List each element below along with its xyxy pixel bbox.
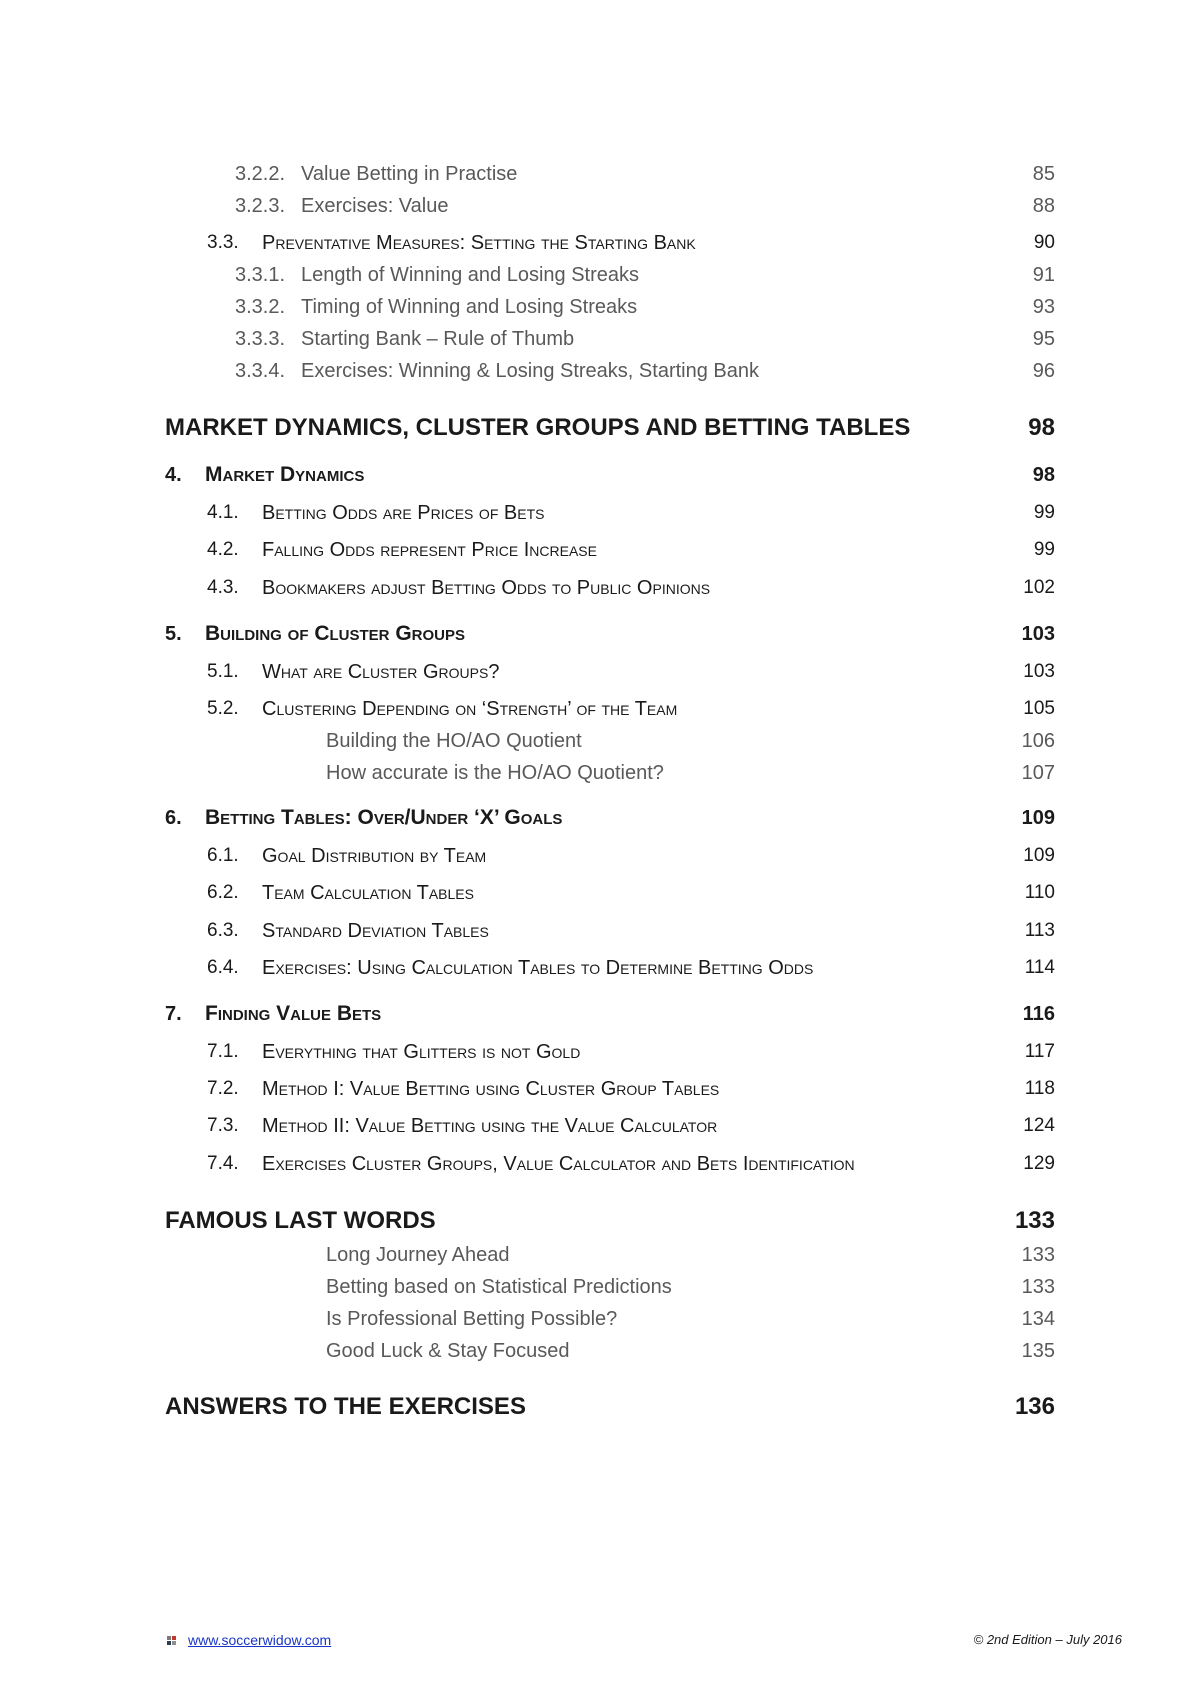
toc-entry-number: 7. — [165, 1003, 182, 1025]
toc-entry-title: Starting Bank – Rule of Thumb — [301, 328, 575, 350]
toc-entry[interactable] — [0, 875, 1190, 911]
edition-note: © 2nd Edition – July 2016 — [973, 1632, 1122, 1647]
toc-entry[interactable] — [0, 1071, 1190, 1107]
toc-entry[interactable] — [0, 1034, 1190, 1070]
toc-entry-page-number: 136 — [1014, 1393, 1055, 1420]
soccer-ball-icon — [167, 1636, 177, 1645]
website-link[interactable]: www.soccerwidow.com — [188, 1632, 332, 1648]
toc-entry-number: 6.3. — [207, 920, 239, 941]
toc-entry-title: FAMOUS LAST WORDS — [165, 1207, 436, 1234]
toc-entry-title: Exercises: Using Calculation Tables to Determine Betting Odds — [262, 957, 814, 979]
toc-entry[interactable] — [0, 913, 1190, 949]
toc-entry-number: 3.3. — [207, 232, 239, 253]
toc-entry-title: Exercises: Value — [301, 195, 449, 217]
toc-entry[interactable] — [0, 800, 1190, 836]
toc-entry[interactable] — [0, 495, 1190, 531]
toc-entry-number: 6.4. — [207, 957, 239, 978]
toc-entry[interactable] — [0, 1269, 1190, 1305]
toc-entry-title: Long Journey Ahead — [326, 1244, 510, 1266]
toc-entry-title: Bookmakers adjust Betting Odds to Public Opinions — [262, 577, 711, 599]
toc-entry-title: Team Calculation Tables — [262, 882, 474, 904]
toc-entry-page-number: 113 — [1024, 920, 1055, 941]
toc-entry-title: Building the HO/AO Quotient — [326, 730, 582, 752]
toc-entry-page-number: 135 — [1021, 1340, 1055, 1362]
toc-entry-page-number: 99 — [1033, 502, 1055, 523]
page-footer — [0, 1630, 1190, 1654]
toc-entry-title: ANSWERS TO THE EXERCISES — [165, 1393, 526, 1420]
toc-entry-page-number: 109 — [1023, 845, 1055, 866]
toc-entry[interactable] — [0, 654, 1190, 690]
toc-entry-title: Exercises: Winning & Losing Streaks, Starting Bank — [301, 360, 759, 382]
toc-entry[interactable] — [0, 1237, 1190, 1273]
toc-entry-page-number: 110 — [1024, 882, 1055, 903]
toc-entry[interactable] — [0, 188, 1190, 224]
toc-entry-number: 7.1. — [207, 1041, 239, 1062]
toc-entry[interactable] — [0, 1203, 1190, 1239]
toc-entry-title: Everything that Glitters is not Gold — [262, 1041, 581, 1063]
toc-entry-title: Standard Deviation Tables — [262, 920, 489, 942]
toc-entry-number: 4. — [165, 464, 182, 486]
toc-entry[interactable] — [0, 1301, 1190, 1337]
toc-entry-page-number: 90 — [1033, 232, 1055, 253]
toc-entry-page-number: 96 — [1032, 360, 1055, 382]
toc-entry-title: Building of Cluster Groups — [205, 622, 466, 645]
toc-entry[interactable] — [0, 838, 1190, 874]
toc-entry[interactable] — [0, 532, 1190, 568]
toc-entry-page-number: 99 — [1033, 539, 1055, 560]
toc-entry[interactable] — [0, 225, 1190, 261]
toc-entry[interactable] — [0, 257, 1190, 293]
toc-entry-title: Timing of Winning and Losing Streaks — [301, 296, 638, 318]
toc-entry-page-number: 133 — [1014, 1207, 1055, 1234]
toc-entry-number: 3.3.1. — [235, 264, 286, 286]
toc-entry-number: 6.1. — [207, 845, 239, 866]
toc-entry-number: 3.3.2. — [235, 296, 286, 318]
toc-entry[interactable] — [0, 321, 1190, 357]
toc-entry-number: 4.3. — [207, 577, 239, 598]
toc-entry-title: Is Professional Betting Possible? — [326, 1308, 618, 1330]
toc-entry[interactable] — [0, 996, 1190, 1032]
toc-entry-title: Finding Value Bets — [205, 1002, 382, 1025]
toc-entry-number: 3.3.4. — [235, 360, 286, 382]
toc-entry[interactable] — [0, 723, 1190, 759]
toc-entry[interactable] — [0, 616, 1190, 652]
toc-entry-page-number: 85 — [1032, 163, 1055, 185]
toc-entry-number: 5. — [165, 623, 182, 645]
toc-entry-number: 3.3.3. — [235, 328, 286, 350]
toc-entry-title: Good Luck & Stay Focused — [326, 1340, 570, 1362]
toc-entry[interactable] — [0, 1108, 1190, 1144]
toc-entry-page-number: 93 — [1032, 296, 1055, 318]
toc-entry-title: Falling Odds represent Price Increase — [262, 539, 597, 561]
toc-entry-page-number: 106 — [1021, 730, 1055, 752]
toc-entry[interactable] — [0, 950, 1190, 986]
toc-entry-title: Length of Winning and Losing Streaks — [301, 264, 639, 286]
toc-entry-page-number: 114 — [1024, 957, 1055, 978]
toc-entry[interactable] — [0, 755, 1190, 791]
toc-entry-page-number: 103 — [1023, 661, 1055, 682]
toc-entry[interactable] — [0, 457, 1190, 493]
toc-entry-number: 6.2. — [207, 882, 239, 903]
toc-entry-page-number: 129 — [1023, 1153, 1055, 1174]
toc-entry-page-number: 91 — [1032, 264, 1055, 286]
toc-entry-page-number: 117 — [1024, 1041, 1055, 1062]
toc-entry-title: How accurate is the HO/AO Quotient? — [326, 762, 664, 784]
toc-entry-page-number: 105 — [1023, 698, 1055, 719]
toc-entry-page-number: 103 — [1021, 623, 1055, 645]
toc-entry-page-number: 118 — [1024, 1078, 1055, 1099]
toc-entry-number: 7.2. — [207, 1078, 239, 1099]
toc-entry-page-number: 107 — [1021, 762, 1055, 784]
toc-entry-title: Method II: Value Betting using the Value Calculator — [262, 1115, 718, 1137]
toc-entry-title: Betting based on Statistical Predictions — [326, 1276, 672, 1298]
toc-entry-page-number: 116 — [1022, 1003, 1055, 1025]
toc-entry-page-number: 133 — [1021, 1276, 1055, 1298]
toc-entry-page-number: 98 — [1032, 464, 1055, 486]
toc-entry-title: What are Cluster Groups? — [262, 661, 500, 683]
toc-entry[interactable] — [0, 1146, 1190, 1182]
toc-entry-page-number: 98 — [1028, 414, 1055, 441]
toc-entry-page-number: 95 — [1032, 328, 1055, 350]
toc-entry-number: 3.2.2. — [235, 163, 286, 185]
toc-entry-title: Clustering Depending on ‘Strength’ of the Team — [262, 698, 678, 720]
toc-entry[interactable] — [0, 570, 1190, 606]
toc-entry-page-number: 134 — [1021, 1308, 1055, 1330]
toc-entry-number: 7.4. — [207, 1153, 239, 1174]
toc-entry-number: 7.3. — [207, 1115, 239, 1136]
toc-entry-page-number: 102 — [1023, 577, 1055, 598]
toc-entry-title: Value Betting in Practise — [301, 163, 518, 185]
toc-entry-title: MARKET DYNAMICS, CLUSTER GROUPS AND BETTING TABLES — [165, 414, 911, 441]
toc-entry-page-number: 133 — [1021, 1244, 1055, 1266]
toc-entry[interactable] — [0, 156, 1190, 192]
toc-entry-number: 5.1. — [207, 661, 239, 682]
toc-entry-number: 5.2. — [207, 698, 239, 719]
toc-entry-title: Preventative Measures: Setting the Starting Bank — [262, 232, 696, 254]
toc-entry[interactable] — [0, 1333, 1190, 1369]
toc-entry-title: Method I: Value Betting using Cluster Group Tables — [262, 1078, 720, 1100]
toc-entry[interactable] — [0, 691, 1190, 727]
toc-entry[interactable] — [0, 1389, 1190, 1425]
toc-entry[interactable] — [0, 410, 1190, 446]
toc-entry-number: 4.2. — [207, 539, 239, 560]
toc-entry-number: 4.1. — [207, 502, 239, 523]
toc-entry-page-number: 88 — [1032, 195, 1055, 217]
toc-entry-title: Betting Tables: Over/Under ‘X’ Goals — [205, 806, 563, 829]
toc-entry-title: Goal Distribution by Team — [262, 845, 487, 867]
toc-entry-title: Exercises Cluster Groups, Value Calculator and Bets Identification — [262, 1153, 855, 1175]
toc-entry[interactable] — [0, 353, 1190, 389]
toc-entry[interactable] — [0, 289, 1190, 325]
toc-entry-page-number: 124 — [1023, 1115, 1055, 1136]
toc-entry-title: Market Dynamics — [205, 463, 365, 486]
toc-entry-number: 6. — [165, 807, 182, 829]
toc-entry-page-number: 109 — [1021, 807, 1055, 829]
toc-entry-title: Betting Odds are Prices of Bets — [262, 502, 545, 524]
toc-entry-number: 3.2.3. — [235, 195, 286, 217]
